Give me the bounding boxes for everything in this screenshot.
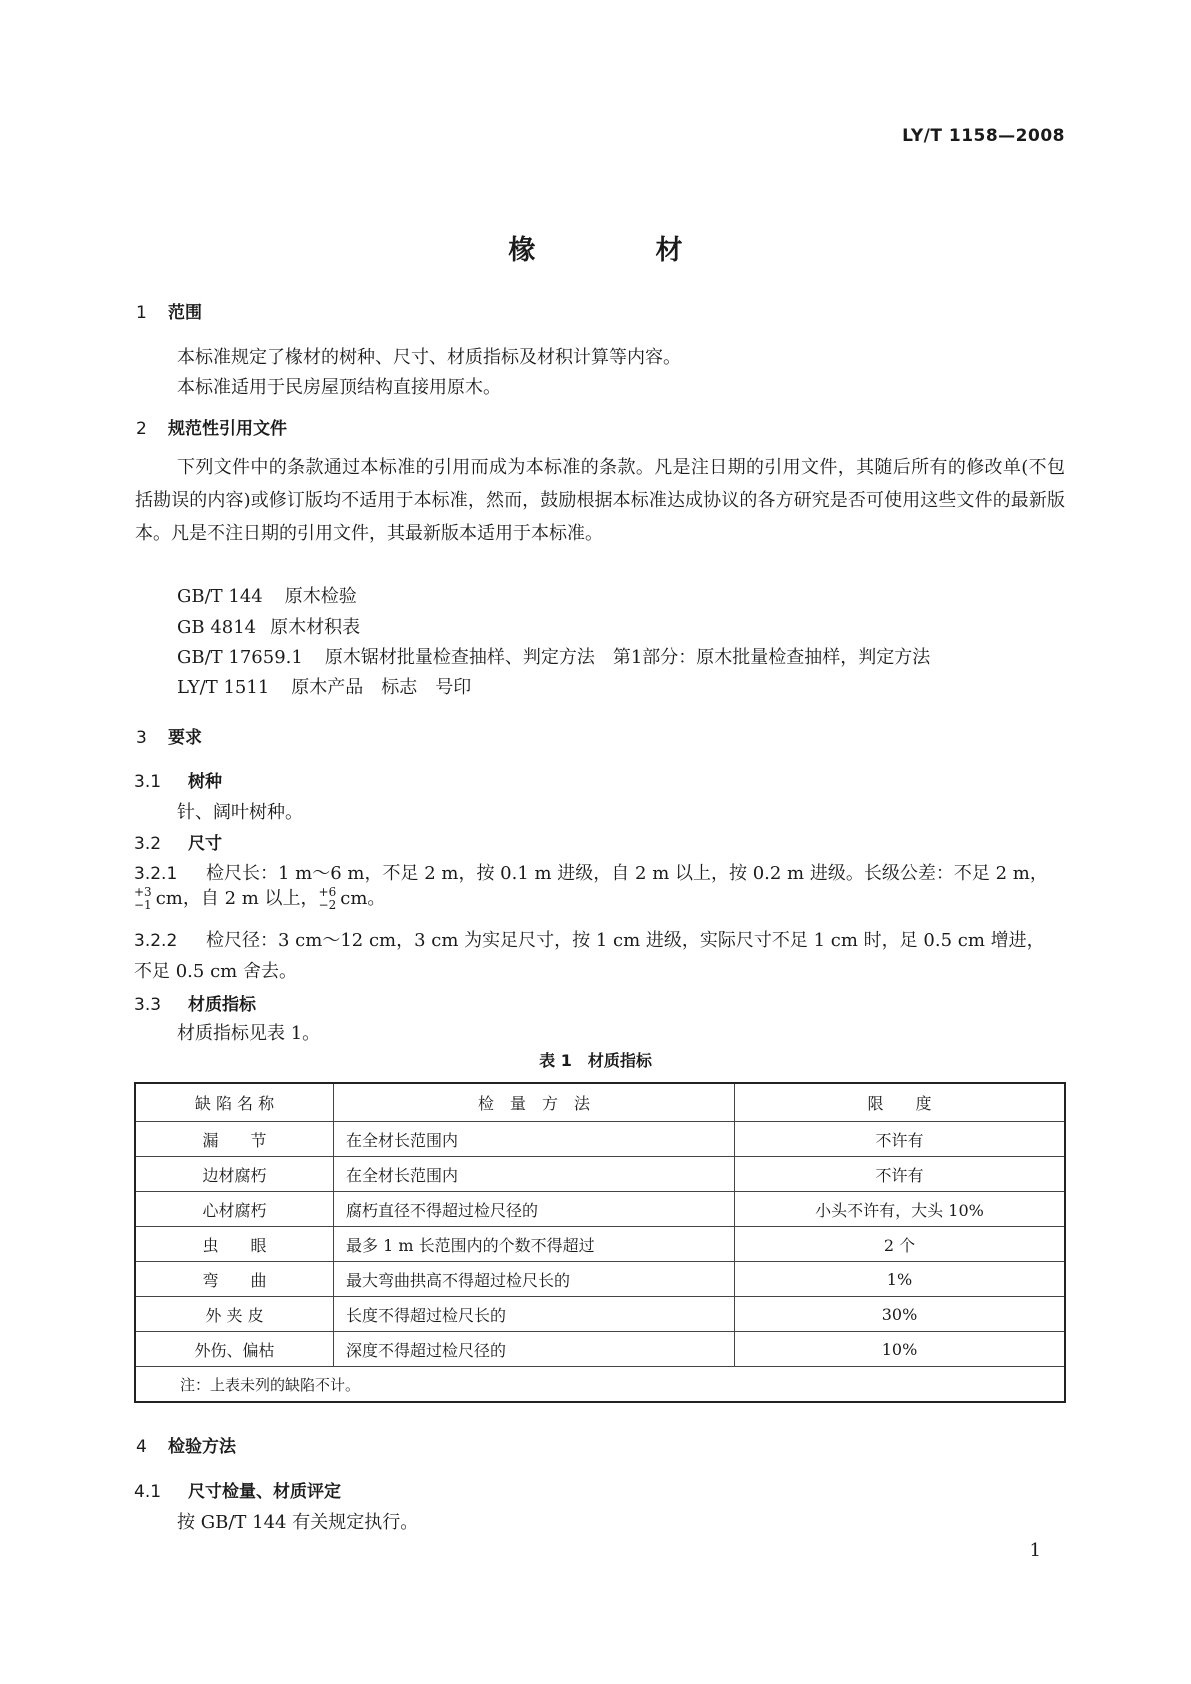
section-3-2-heading: 3.2 尺寸: [134, 834, 222, 854]
table-row: 心材腐朽 腐朽直径不得超过检尺径的 小头不许有，大头 10%: [135, 1192, 1065, 1227]
section-2-paragraph: 下列文件中的条款通过本标准的引用而成为本标准的条款。凡是注日期的引用文件，其随后所有的修改单(不包括勘误的内容)或修订版均不适用于本标准，然而，鼓励根据本标准达成协议的各方研究是否可使用这些文件的最新版本。凡是不注日期的引用文件，其最新版本适用于本标准。: [135, 457, 1065, 544]
section-3-2-1-line-1: 3.2.1 检尺长：1 m～6 m，不足 2 m，按 0.1 m 进级，自 2 m 以上，按 0.2 m 进级。长级公差：不足 2 m，: [134, 863, 1048, 884]
section-2-heading: 2 规范性引用文件: [136, 419, 287, 439]
section-4-1-heading: 4.1 尺寸检量、材质评定: [134, 1482, 341, 1502]
title-char-1: 椽: [508, 235, 536, 266]
table-row: 弯 曲 最大弯曲拱高不得超过检尺长的 1%: [135, 1262, 1065, 1297]
table-row: 虫 眼 最多 1 m 长范围内的个数不得超过 2 个: [135, 1227, 1065, 1262]
section-1-heading: 1 范围: [136, 303, 202, 323]
tolerance-fraction: +3 −1: [134, 885, 152, 912]
section-3-1-heading: 3.1 树种: [134, 772, 222, 792]
table-row: 漏 节 在全材长范围内 不许有: [135, 1122, 1065, 1157]
column-header: 检 量 方 法: [334, 1083, 735, 1122]
section-number: 3.2.2: [134, 931, 178, 951]
reference-item: GB 4814 原木材积表: [177, 617, 361, 638]
section-3-2-2-line-1: 3.2.2 检尺径：3 cm～12 cm，3 cm 为实足尺寸，按 1 cm 进级，实际尺寸不足 1 cm 时，足 0.5 cm 增进，: [134, 930, 1045, 951]
section-3-3-heading: 3.3 材质指标: [134, 995, 256, 1015]
standard-code: LY/T 1158—2008: [902, 126, 1065, 146]
section-1-paragraph-1: 本标准规定了椽材的树种、尺寸、材质指标及材积计算等内容。: [177, 347, 681, 368]
section-3-2-2-line-2: 不足 0.5 cm 舍去。: [134, 961, 297, 982]
table-header-row: [135, 1083, 1065, 1122]
section-3-2-1-line-2: +3 −1 cm，自 2 m 以上， +6 −2 cm。: [134, 885, 386, 912]
section-3-heading: 3 要求: [136, 728, 202, 748]
reference-item: GB/T 144 原木检验: [177, 586, 357, 607]
material-quality-table: [134, 1082, 1066, 1403]
section-4-1-text: 按 GB/T 144 有关规定执行。: [177, 1512, 419, 1533]
page-title: [0, 228, 1191, 267]
section-number: 3.2.1: [134, 864, 178, 884]
table-caption: 表 1 材质指标: [539, 1051, 652, 1070]
table-row: 外伤、偏枯 深度不得超过检尺径的 10%: [135, 1332, 1065, 1367]
reference-item: GB/T 17659.1 原木锯材批量检查抽样、判定方法 第1部分：原木批量检查抽样，判定方法: [177, 647, 931, 668]
section-3-1-text: 针、阔叶树种。: [177, 802, 303, 823]
section-4-heading: 4 检验方法: [136, 1437, 236, 1457]
reference-item: LY/T 1511 原木产品 标志 号印: [177, 677, 472, 698]
table-row: 边材腐朽 在全材长范围内 不许有: [135, 1157, 1065, 1192]
tolerance-fraction: +6 −2: [318, 885, 337, 912]
table-note-row: [135, 1367, 1065, 1403]
table-row: 外 夹 皮 长度不得超过检尺长的 30%: [135, 1297, 1065, 1332]
page-number: 1: [1029, 1540, 1041, 1561]
table-note: 注：上表未列的缺陷不计。: [135, 1367, 1065, 1403]
section-1-paragraph-2: 本标准适用于民房屋顶结构直接用原木。: [177, 377, 501, 398]
column-header: 限 度: [735, 1083, 1066, 1122]
section-3-3-text: 材质指标见表 1。: [177, 1023, 321, 1044]
column-header: 缺 陷 名 称: [135, 1083, 334, 1122]
title-char-2: 材: [655, 235, 683, 266]
